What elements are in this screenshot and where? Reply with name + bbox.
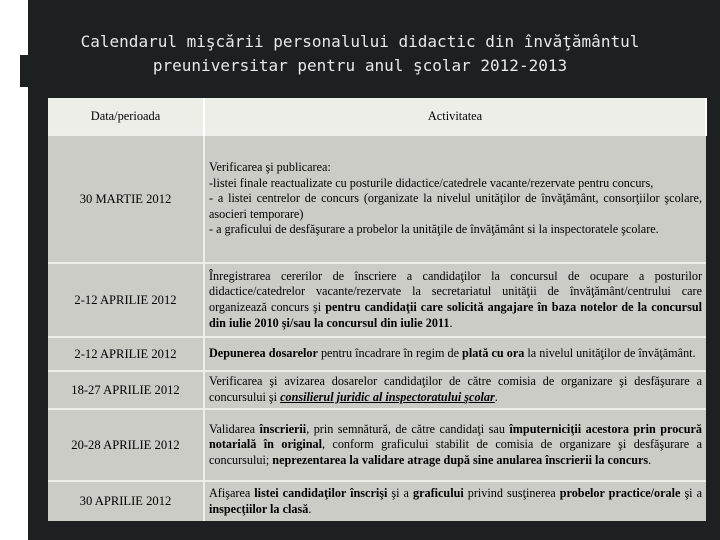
row-date: 18-27 APRILIE 2012 — [48, 371, 204, 409]
activity-line: -listei finale reactualizate cu posturile didactice/catedrele vacante/rezervate pentru concurs, — [209, 175, 654, 190]
activity-text: Înregistrarea cererilor de înscriere a candidaţilor la concursul de ocupare a posturilor didactice/catedrelor vacante/rezervate la secretariatul unităţii de învăţământ/centrului care organizează concurs şi — [209, 268, 702, 314]
table-row — [48, 337, 706, 371]
row-date: 30 APRILIE 2012 — [48, 481, 204, 521]
title-line-2: preuniversitar pentru anul şcolar 2012-2013 — [152, 56, 568, 75]
row-activity — [204, 135, 706, 263]
table-header-row — [48, 98, 706, 135]
row-activity — [204, 371, 706, 409]
activity-text: , prin semnătură, de către candidaţi sau — [306, 421, 510, 436]
activity-text-emphasis: consilierul juridic al inspectoratului şcolar — [280, 390, 495, 404]
activity-text: . — [308, 501, 312, 516]
activity-text: şi a — [387, 485, 413, 500]
activity-text-bold: inspecţiilor la clasă — [209, 501, 309, 516]
activity-text-bold: împuterniciţii acestora prin procură notarială în original — [209, 421, 702, 452]
table-row — [48, 409, 706, 481]
activity-text-bold: listei candidaţilor înscrişi — [254, 485, 388, 500]
activity-text: Verificarea şi avizarea dosarelor candidaţilor de către comisia de organizare şi desfăşurare a concursului şi — [209, 374, 702, 404]
row-date: 2-12 APRILIE 2012 — [48, 263, 204, 337]
row-date: 30 MARTIE 2012 — [48, 135, 204, 263]
activity-text-bold: neprezentarea la validare atrage după sine anularea înscrierii la concurs — [272, 452, 649, 467]
row-activity — [204, 263, 706, 337]
row-activity — [204, 481, 706, 521]
activity-text: şi a — [680, 485, 702, 500]
activity-text-bold: probelor practice/orale — [559, 485, 681, 500]
activity-text-bold: plată cu ora — [462, 346, 525, 361]
activity-text-bold: graficului — [412, 485, 464, 500]
row-date: 2-12 APRILIE 2012 — [48, 337, 204, 371]
table-row — [48, 135, 706, 263]
activity-text-bold: Depunerea dosarelor — [209, 346, 318, 361]
title-line-1: Calendarul mişcării personalului didactic din învăţământul — [80, 32, 640, 51]
activity-line: Verificarea şi publicarea: — [209, 160, 331, 175]
accent-bar — [20, 55, 28, 87]
table-row — [48, 481, 706, 521]
activity-text: la nivelul unităţilor de învăţământ. — [524, 346, 696, 361]
row-activity — [204, 337, 706, 371]
header-activity: Activitatea — [204, 98, 706, 135]
activity-table — [48, 98, 707, 521]
table-row — [48, 263, 706, 337]
activity-text: pentru încadrare în regim de — [317, 346, 463, 361]
activity-line: - a listei centrelor de concurs (organizate la nivelul unităţilor de învăţământ, consorţiilor şcolare, asocieri temporare) — [209, 191, 702, 221]
activity-text: privind susţinerea — [463, 485, 560, 500]
header-date: Data/perioada — [48, 98, 204, 135]
table-row — [48, 371, 706, 409]
activity-line: - a graficului de desfăşurare a probelor la unităţile de învăţământ si la inspectoratele şcolare. — [209, 222, 659, 237]
row-date: 20-28 APRILIE 2012 — [48, 409, 204, 481]
activity-text-bold: înscrierii — [259, 421, 307, 436]
activity-text: . — [449, 315, 453, 330]
activity-text: , conform graficului stabilit de comisia de organizare şi desfăşurare a concursului; — [209, 437, 702, 467]
activity-text: . — [494, 390, 498, 404]
activity-text: Afişarea — [209, 485, 255, 500]
slide-title — [30, 30, 690, 78]
activity-text: . — [648, 452, 652, 467]
row-activity — [204, 409, 706, 481]
activity-text-bold: pentru candidaţii care solicită angajare în baza notelor de la concursul din iulie 2010 şi/sau la concursul din iulie 2011 — [209, 300, 702, 330]
activity-text: Validarea — [209, 421, 260, 436]
